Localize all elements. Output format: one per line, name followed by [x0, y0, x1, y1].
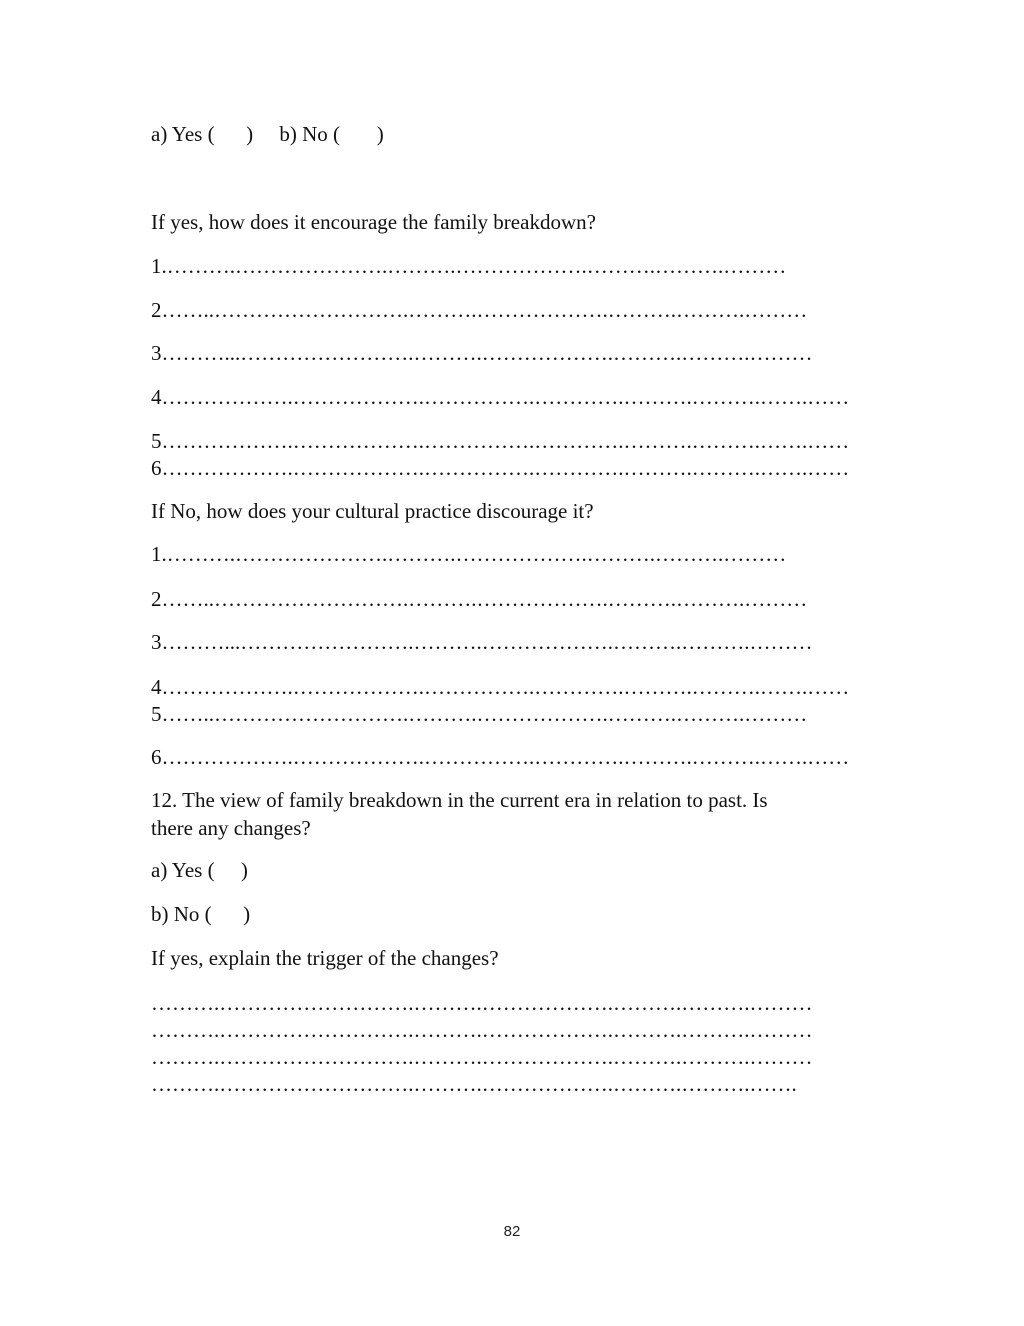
q11-no-answer-line-5: 5……..……………………….……….……………….……….……….……… [151, 702, 808, 726]
q11-yes-answer-line-6: 6……………….……………….…………….………….……….……….…….…… [151, 456, 850, 480]
q12-answer-line-1: ……….……………………….……….……………….……….……….……… [151, 991, 813, 1015]
q11-yes-answer-line-3: 3………...…………………….……….……………….……….……….……… [151, 341, 813, 365]
q11-no-answer-line-4: 4……………….……………….…………….………….……….……….…….…… [151, 675, 850, 699]
q12-answer-line-3: ……….……………………….……….……………….……….……….……… [151, 1045, 813, 1069]
q11-yes-answer-line-2: 2……..……………………….……….……………….……….……….……… [151, 298, 808, 322]
q11-yes-answer-line-4: 4……………….……………….…………….………….……….……….…….…… [151, 385, 850, 409]
q11-no-answer-line-2: 2……..……………………….……….……………….……….……….……… [151, 587, 808, 611]
q11-no-answer-line-3: 3………...…………………….……….……………….……….……….……… [151, 630, 813, 654]
q11-no-prompt: If No, how does your cultural practice discourage it? [151, 499, 594, 523]
q11-no-answer-line-6: 6……………….……………….…………….………….……….……….…….…… [151, 745, 850, 769]
q12-option-no: b) No ( ) [151, 902, 251, 926]
q11-yes-answer-line-5: 5……………….……………….…………….………….……….……….…….…… [151, 429, 850, 453]
q12-option-yes: a) Yes ( ) [151, 858, 248, 882]
q12-question-line-2: there any changes? [151, 816, 311, 840]
q11-yes-no-choice: a) Yes ( ) b) No ( ) [151, 122, 384, 146]
q11-no-answer-line-1: 1.……….………………….……….……………….……….……….……… [151, 542, 787, 566]
q11-yes-prompt: If yes, how does it encourage the family breakdown? [151, 210, 596, 234]
q12-followup-prompt: If yes, explain the trigger of the changes? [151, 946, 499, 970]
page-number: 82 [503, 1223, 521, 1240]
q11-yes-answer-line-1: 1.……….………………….……….……………….……….……….……… [151, 254, 787, 278]
q12-question-line-1: 12. The view of family breakdown in the current era in relation to past. Is [151, 788, 768, 812]
q12-answer-line-4: ……….……………………….……….……………….……….……….……. [151, 1072, 797, 1096]
q12-answer-line-2: ……….……………………….……….……………….……….……….……… [151, 1018, 813, 1042]
